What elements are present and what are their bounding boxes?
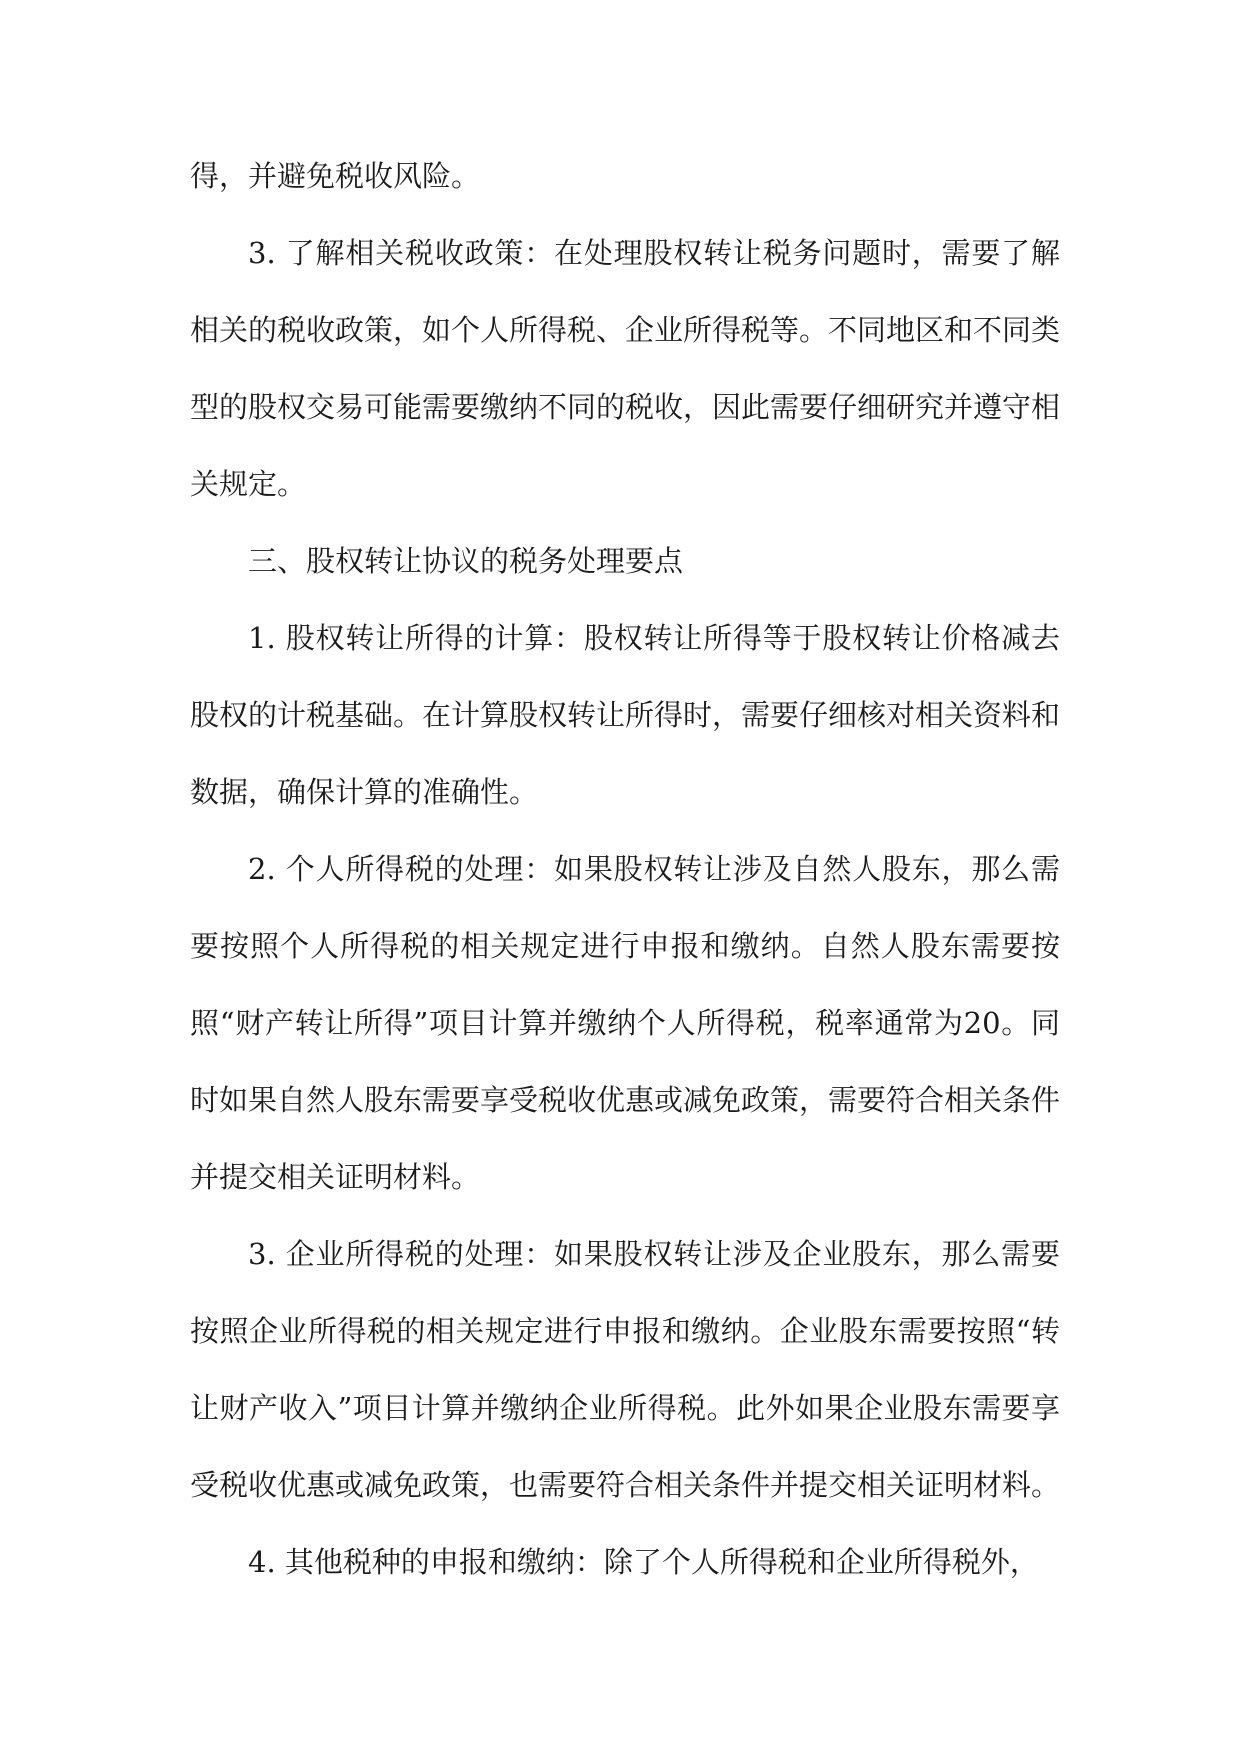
- paragraph-item-1-income-calculation: 1. 股权转让所得的计算：股权转让所得等于股权转让价格减去股权的计税基础。在计算股权转让所得时，需要仔细核对相关资料和数据，确保计算的准确性。: [190, 621, 1061, 809]
- paragraph-item-4-other-taxes: 4. 其他税种的申报和缴纳：除了个人所得税和企业所得税外，: [248, 1545, 1039, 1579]
- paragraph-item-3-tax-policy: 3. 了解相关税收政策：在处理股权转让税务问题时，需要了解相关的税收政策，如个人所得税、企业所得税等。不同地区和不同类型的股权交易可能需要缴纳不同的税收，因此需要仔细研究并遵守相关规定。: [190, 236, 1061, 501]
- section-heading-3: 三、股权转让协议的税务处理要点: [248, 544, 684, 578]
- paragraph-continuation: 得，并避免税收风险。: [190, 159, 481, 193]
- paragraph-item-2-individual-tax: 2. 个人所得税的处理：如果股权转让涉及自然人股东，那么需要按照个人所得税的相关规定进行申报和缴纳。自然人股东需要按照“财产转让所得”项目计算并缴纳个人所得税，税率通常为20。同时如果自然人股东需要享受税收优惠或减免政策，需要符合相关条件并提交相关证明材料。: [190, 852, 1061, 1194]
- paragraph-item-3-corporate-tax: 3. 企业所得税的处理：如果股权转让涉及企业股东，那么需要按照企业所得税的相关规定进行申报和缴纳。企业股东需要按照“转让财产收入”项目计算并缴纳企业所得税。此外如果企业股东需要享受税收优惠或减免政策，也需要符合相关条件并提交相关证明材料。: [190, 1237, 1061, 1502]
- document-body: [190, 138, 1060, 1601]
